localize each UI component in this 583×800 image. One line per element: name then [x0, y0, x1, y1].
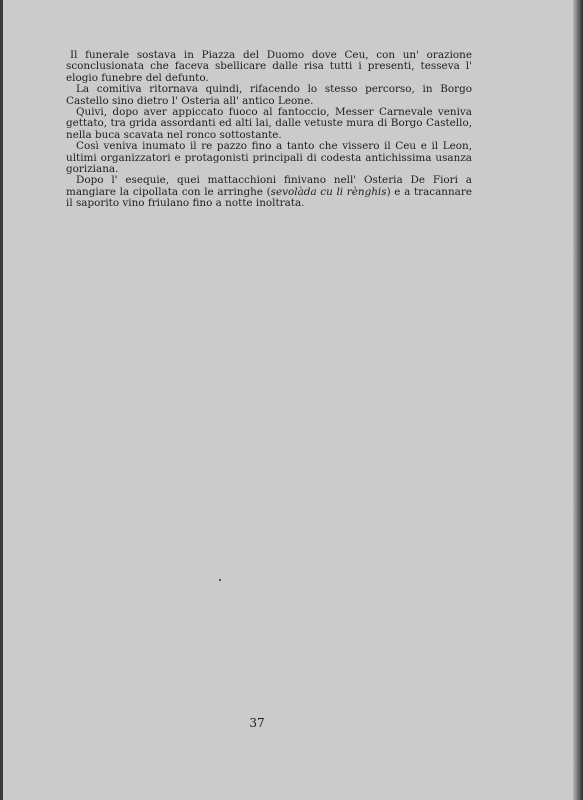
paragraph-burial: Così veniva inumato il re pazzo fino a tanto che vissero il Ceu e il Leon, ultimi organizzatori e protagonisti principali di codesta antichissima usanza goriziana. — [66, 140, 472, 176]
paragraph-funeral: Il funerale sostava in Piazza del Duomo dove Ceu, con un' orazione sconclusionata che faceva sbellicare dalle risa tutti i presenti, tesseva l' elogio funebre del defunto. — [66, 49, 472, 84]
feast-text-start: Dopo l' esequie, quei mattacchioni finivano nell' Osteria De Fiori a mangiare la cipollata con le arringhe ( — [66, 174, 472, 198]
body-text — [66, 50, 472, 210]
dialect-term: sevolàda cu li rènghis — [270, 185, 387, 198]
paragraph-feast — [66, 175, 472, 209]
paper-speck — [219, 579, 221, 581]
paragraph-burning: Quivi, dopo aver appiccato fuoco al fantoccio, Messer Carnevale veniva gettato, tra grida assordanti ed alti lai, dalle vetuste mura di Borgo Castello, nella buca scavata nel ronco sottostante. — [66, 106, 472, 141]
page-number: 37 — [249, 716, 265, 730]
paragraph-return: La comitiva ritornava quindi, rifacendo lo stesso percorso, in Borgo Castello sino dietro l' Osteria all' antico Leone. — [66, 83, 472, 107]
feast-text-end: ) e a tracannare il saporito vino friulano fino a notte inoltrata. — [66, 185, 472, 210]
